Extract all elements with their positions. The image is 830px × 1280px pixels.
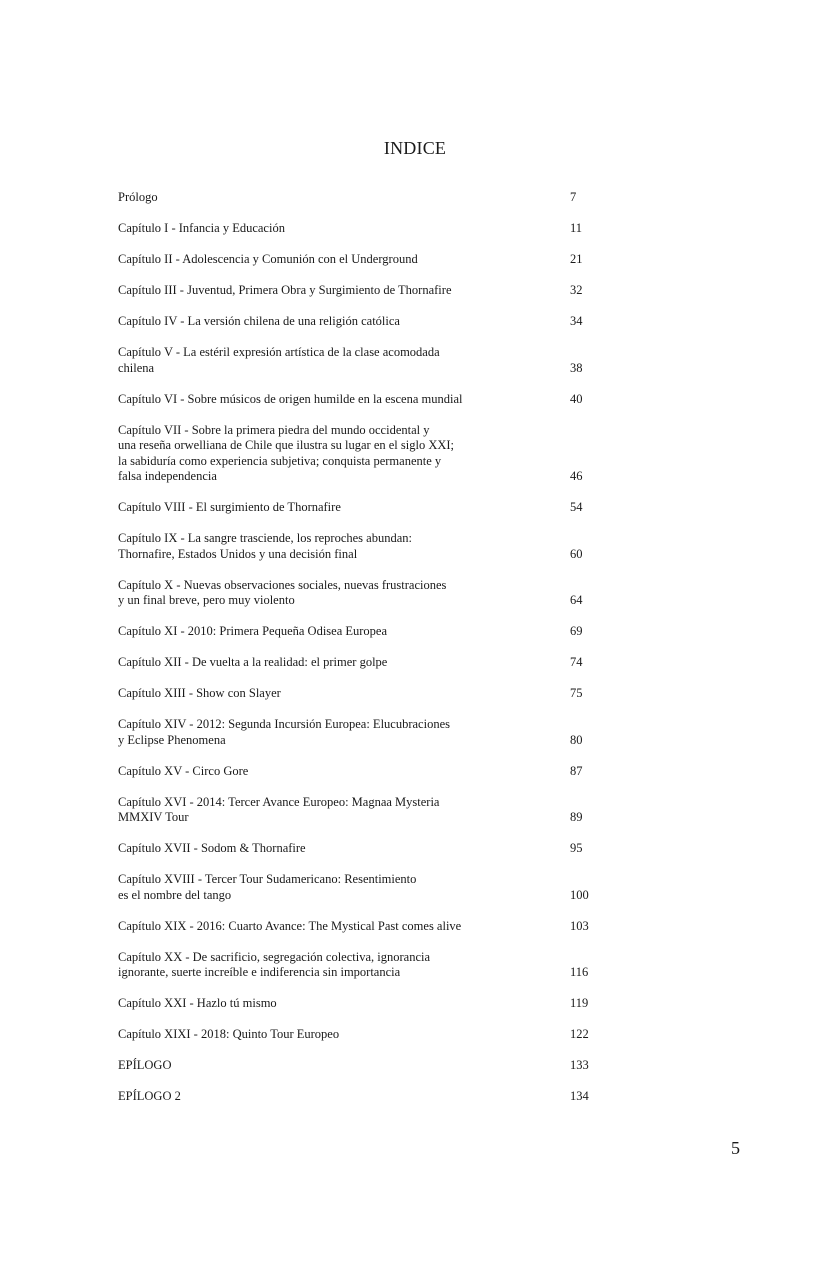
toc-entry-title: Capítulo X - Nuevas observaciones sociales, nuevas frustraciones y un final breve, pero muy violento [118,577,447,607]
toc-entry-title: Capítulo XIV - 2012: Segunda Incursión Europea: Elucubraciones y Eclipse Phenomena [118,717,450,747]
toc-entry-page: 40 [570,391,583,406]
toc-entry-page: 103 [570,918,589,933]
toc-entry-title: Capítulo XV - Circo Gore [118,763,249,778]
toc-entry [118,283,618,299]
toc-entry-title: EPÍLOGO [118,1058,172,1072]
toc-entry [118,190,618,206]
toc-entry-page: 64 [570,593,583,607]
toc-entry [118,1058,618,1074]
toc-entry-page: 74 [570,655,583,669]
toc-entry [118,795,618,826]
toc-entry-page: 122 [570,1027,589,1041]
toc-entry-title: Capítulo XX - De sacrificio, segregación colectiva, ignorancia ignorante, suerte increíble e indiferencia sin importancia [118,949,431,979]
toc-entry-page: 87 [570,763,583,778]
toc-entry [118,764,618,780]
toc-entry [118,345,618,376]
toc-entry-page: 80 [570,732,583,747]
toc-entry [118,252,618,268]
toc-entry [118,996,618,1012]
toc-entry [118,1089,618,1105]
toc-entry [118,500,618,516]
toc-entry-title: Capítulo XI - 2010: Primera Pequeña Odisea Europea [118,624,388,638]
toc-entry-title: Capítulo IV - La versión chilena de una religión católica [118,314,400,328]
toc-entry-page: 7 [570,190,577,204]
toc-entry-page: 75 [570,686,583,700]
toc-entry-page: 54 [570,500,583,514]
toc-entry [118,221,618,237]
toc-entry [118,624,618,640]
toc-entry-page: 116 [570,965,589,979]
toc-entry-title: Capítulo III - Juventud, Primera Obra y Surgimiento de Thornafire [118,283,452,297]
toc-entry-title: Capítulo VII - Sobre la primera piedra del mundo occidental y una reseña orwelliana de Chile que ilustra su lugar en el siglo XXI; la sabiduría como experiencia subjetiva; conquista permanente y falsa independencia [118,422,455,483]
toc-entry-page: 46 [570,469,583,483]
toc-entry-page: 38 [570,360,583,375]
toc-entry-title: Capítulo XXI - Hazlo tú mismo [118,996,277,1010]
toc-entry-page: 95 [570,841,583,855]
toc-entry [118,655,618,671]
toc-entry-page: 119 [570,996,589,1010]
toc-entry [118,686,618,702]
toc-entry-page: 100 [570,887,589,902]
toc-entry [118,578,618,609]
toc-entry-page: 69 [570,624,583,638]
toc-entry-title: Capítulo IX - La sangre trasciende, los reproches abundan: Thornafire, Estados Unidos y una decisión final [118,531,412,561]
toc-entry-title: Capítulo XVI - 2014: Tercer Avance Europeo: Magnaa Mysteria MMXIV Tour [118,794,440,824]
toc-entry-title: EPÍLOGO 2 [118,1089,181,1103]
toc-entry [118,841,618,857]
toc-entry-title: Capítulo VIII - El surgimiento de Thornafire [118,500,341,514]
page-number: 5 [731,1138,740,1158]
toc-entry-title: Capítulo V - La estéril expresión artística de la clase acomodada chilena [118,345,440,375]
toc-entry-page: 89 [570,810,583,824]
toc-entry [118,717,618,748]
toc-entry-title: Capítulo II - Adolescencia y Comunión con el Underground [118,252,418,266]
toc-entry [118,872,618,903]
table-of-contents [118,190,618,1120]
toc-entry-page: 60 [570,546,583,561]
toc-entry [118,423,618,485]
toc-entry-title: Capítulo VI - Sobre músicos de origen humilde en la escena mundial [118,391,463,406]
toc-entry [118,950,618,981]
toc-entry-page: 134 [570,1089,589,1103]
toc-entry [118,314,618,330]
toc-entry-title: Capítulo XII - De vuelta a la realidad: el primer golpe [118,655,388,669]
toc-entry [118,392,618,408]
toc-entry-page: 21 [570,252,583,266]
toc-entry-title: Prólogo [118,190,158,204]
toc-entry [118,531,618,562]
page-title: INDICE [383,138,447,158]
toc-entry-page: 11 [570,221,583,235]
toc-entry-title: Capítulo XIX - 2016: Cuarto Avance: The Mystical Past comes alive [118,918,462,933]
toc-entry-page: 133 [570,1058,589,1072]
toc-entry-title: Capítulo XIII - Show con Slayer [118,686,281,700]
toc-entry-page: 32 [570,283,583,297]
toc-entry-title: Capítulo XIXI - 2018: Quinto Tour Europeo [118,1027,340,1041]
toc-entry [118,1027,618,1043]
toc-entry-title: Capítulo I - Infancia y Educación [118,221,285,235]
toc-entry-title: Capítulo XVII - Sodom & Thornafire [118,841,306,855]
toc-entry [118,919,618,935]
toc-entry-title: Capítulo XVIII - Tercer Tour Sudamericano: Resentimiento es el nombre del tango [118,872,417,902]
toc-entry-page: 34 [570,314,583,328]
